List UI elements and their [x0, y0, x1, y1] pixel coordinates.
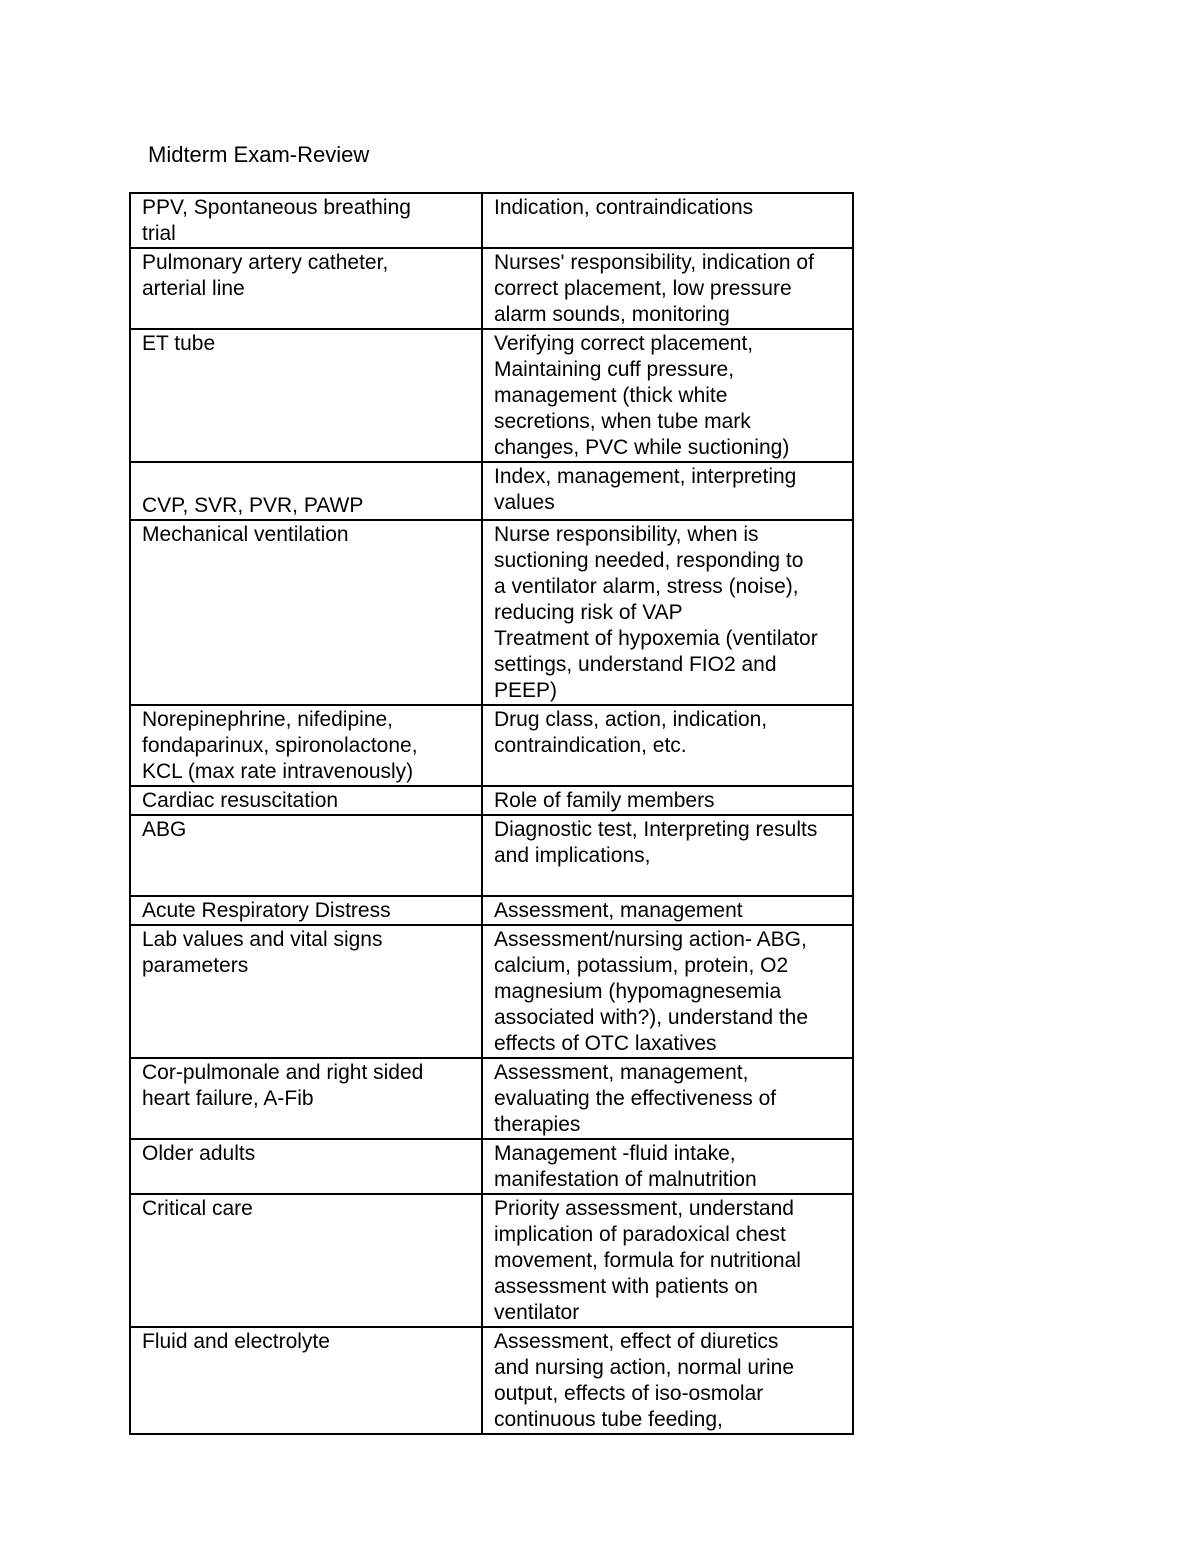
topic-cell: Lab values and vital signs parameters	[130, 925, 482, 1058]
topic-cell: Cor-pulmonale and right sided heart failure, A-Fib	[130, 1058, 482, 1139]
focus-cell: Assessment, effect of diuretics and nursing action, normal urine output, effects of iso-osmolar continuous tube feeding,	[482, 1327, 853, 1434]
focus-cell: Index, management, interpreting values	[482, 462, 853, 520]
focus-cell: Diagnostic test, Interpreting results and implications,	[482, 815, 853, 896]
table-row	[130, 896, 853, 925]
focus-cell: Nurse responsibility, when is suctioning needed, responding to a ventilator alarm, stress (noise), reducing risk of VAP Treatment of hypoxemia (ventilator settings, understand FIO2 and PEEP)	[482, 520, 853, 705]
topic-cell: Critical care	[130, 1194, 482, 1327]
topic-cell: Fluid and electrolyte	[130, 1327, 482, 1434]
table-row	[130, 193, 853, 248]
document-title: Midterm Exam-Review	[148, 142, 370, 167]
focus-cell: Indication, contraindications	[482, 193, 853, 248]
topic-cell: Older adults	[130, 1139, 482, 1194]
topic-cell: CVP, SVR, PVR, PAWP	[130, 462, 482, 520]
table-row	[130, 815, 853, 896]
topic-cell: Acute Respiratory Distress	[130, 896, 482, 925]
table-row	[130, 462, 853, 520]
focus-cell: Drug class, action, indication, contraindication, etc.	[482, 705, 853, 786]
review-table	[129, 192, 854, 1435]
table-row	[130, 520, 853, 705]
topic-cell: Cardiac resuscitation	[130, 786, 482, 815]
topic-cell: Mechanical ventilation	[130, 520, 482, 705]
focus-cell: Priority assessment, understand implication of paradoxical chest movement, formula for nutritional assessment with patients on ventilator	[482, 1194, 853, 1327]
topic-cell: ABG	[130, 815, 482, 896]
focus-cell: Assessment, management	[482, 896, 853, 925]
table-row	[130, 329, 853, 462]
focus-cell: Role of family members	[482, 786, 853, 815]
table-row	[130, 925, 853, 1058]
table-row	[130, 1058, 853, 1139]
topic-cell: Pulmonary artery catheter, arterial line	[130, 248, 482, 329]
topic-cell: PPV, Spontaneous breathing trial	[130, 193, 482, 248]
topic-cell: ET tube	[130, 329, 482, 462]
focus-cell: Management -fluid intake, manifestation of malnutrition	[482, 1139, 853, 1194]
table-row	[130, 248, 853, 329]
focus-cell: Assessment/nursing action- ABG, calcium, potassium, protein, O2 magnesium (hypomagnesemia associated with?), understand the effects of OTC laxatives	[482, 925, 853, 1058]
focus-cell: Nurses' responsibility, indication of correct placement, low pressure alarm sounds, monitoring	[482, 248, 853, 329]
table-row	[130, 1139, 853, 1194]
table-row	[130, 786, 853, 815]
table-row	[130, 1327, 853, 1434]
topic-cell: Norepinephrine, nifedipine, fondaparinux, spironolactone, KCL (max rate intravenously)	[130, 705, 482, 786]
focus-cell: Assessment, management, evaluating the effectiveness of therapies	[482, 1058, 853, 1139]
table-row	[130, 1194, 853, 1327]
table-row	[130, 705, 853, 786]
focus-cell: Verifying correct placement, Maintaining cuff pressure, management (thick white secretions, when tube mark changes, PVC while suctioning)	[482, 329, 853, 462]
